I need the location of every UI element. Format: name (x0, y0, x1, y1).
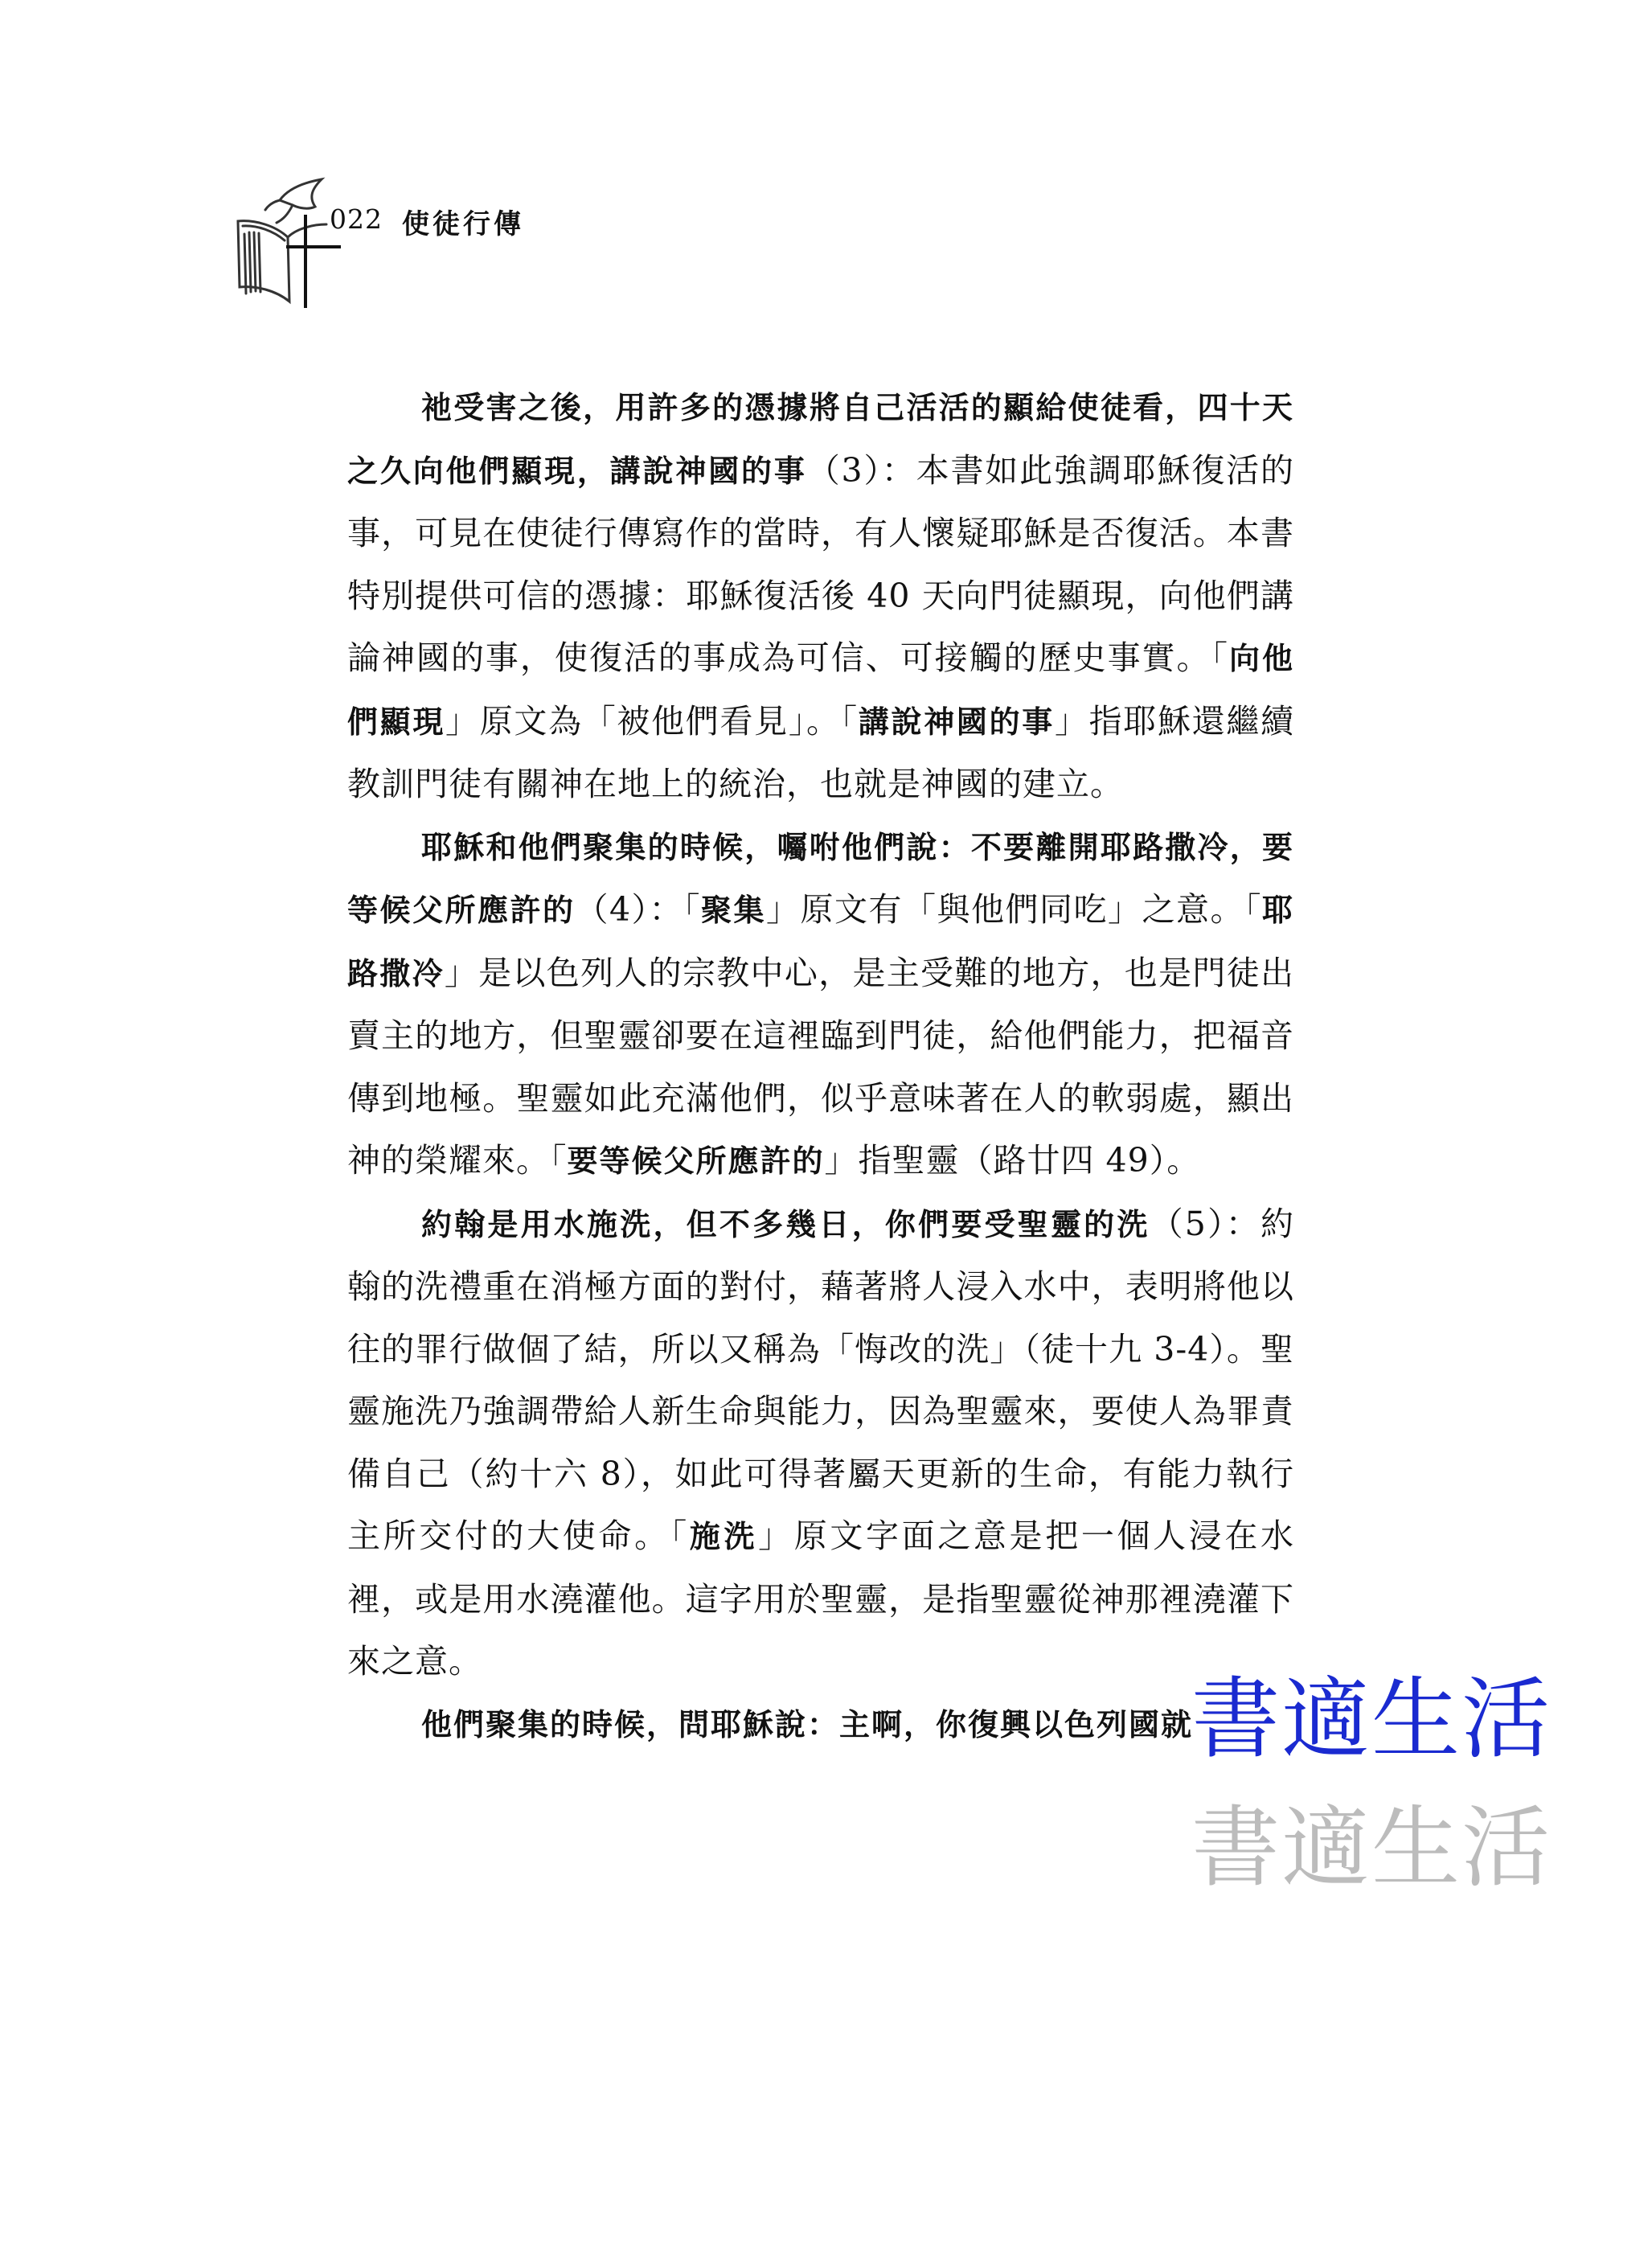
scripture-quote: 約翰是用水施洗，但不多幾日，你們要受聖靈的洗 (421, 1206, 1150, 1242)
commentary-text: 」是以色列人的宗教中心，是主受難的地方，也是門徒出賣主的地方，但聖靈卻要在這裡臨到門徒，給他們能力，把福音傳到地極。聖靈如此充滿他們，似乎意味著在人的軟弱處，顯出神的榮耀來。「 (347, 953, 1294, 1180)
paragraph-3 (347, 1193, 1294, 1693)
paragraph-4 (347, 1693, 1294, 1757)
commentary-text: 」原文為「被他們看見」。「 (445, 701, 859, 741)
watermark-blue: 書適生活 (1191, 1668, 1552, 1771)
page-number: 022 (330, 203, 383, 235)
commentary-text: 」指耶穌還繼續教訓門徒有關神在地上的統治，也就是神國的建立。 (347, 701, 1295, 803)
paragraph-1 (347, 376, 1294, 816)
commentary-text: （5）：約翰的洗禮重在消極方面的對付，藉著將人浸入水中，表明將他以往的罪行做個了結，所以又稱為「悔改的洗」（徒十九 3-4）。聖靈施洗乃強調帶給人新生命與能力，因為聖靈來，要使人為罪責備自己（約十六 8），如此可得著屬天更新的生命，有能力執行主所交付的大使命。「 (347, 1204, 1294, 1555)
scripture-quote: 祂受害之後，用許多的憑據將自己活活的顯給使徒看，四十天之久向他們顯現，講說神國的事 (347, 390, 1294, 489)
commentary-text: 」原文有「與他們同吃」之意。「 (766, 890, 1262, 929)
running-head-title: 使徒行傳 (402, 208, 524, 240)
body-text (347, 376, 1294, 1756)
scripture-quote: 耶路撒冷 (347, 893, 1294, 991)
scripture-quote: 他們聚集的時候，問耶穌說：主啊，你復興以色列國就 (421, 1706, 1194, 1742)
page-header (232, 173, 794, 318)
scripture-quote: 要等候父所應許的 (567, 1143, 825, 1179)
scripture-quote: 耶穌和他們聚集的時候，囑咐他們說：不要離開耶路撒冷，要等候父所應許的 (347, 829, 1294, 928)
scripture-quote: 聚集 (701, 893, 767, 928)
dove-cross-book-icon (232, 173, 352, 310)
commentary-text: （4）：「 (575, 890, 702, 929)
commentary-text: （3）：本書如此強調耶穌復活的事，可見在使徒行傳寫作的當時，有人懷疑耶穌是否復活。本書特別提供可信的憑據：耶穌復活後 40 天向門徒顯現，向他們講論神國的事，使復活的事成為可信、可接觸的歷史事實。「 (347, 450, 1294, 677)
paragraph-2 (347, 816, 1294, 1193)
scripture-quote: 向他們顯現 (347, 641, 1294, 740)
commentary-text: 」指聖靈（路廿四 49）。 (824, 1141, 1201, 1180)
watermark-gray: 書適生活 (1191, 1796, 1552, 1899)
scripture-quote: 施洗 (689, 1519, 759, 1554)
commentary-text: 」原文字面之意是把一個人浸在水裡，或是用水澆灌他。這字用於聖靈，是指聖靈從神那裡澆灌下來之意。 (347, 1517, 1294, 1681)
scripture-quote: 講說神國的事 (858, 704, 1055, 740)
